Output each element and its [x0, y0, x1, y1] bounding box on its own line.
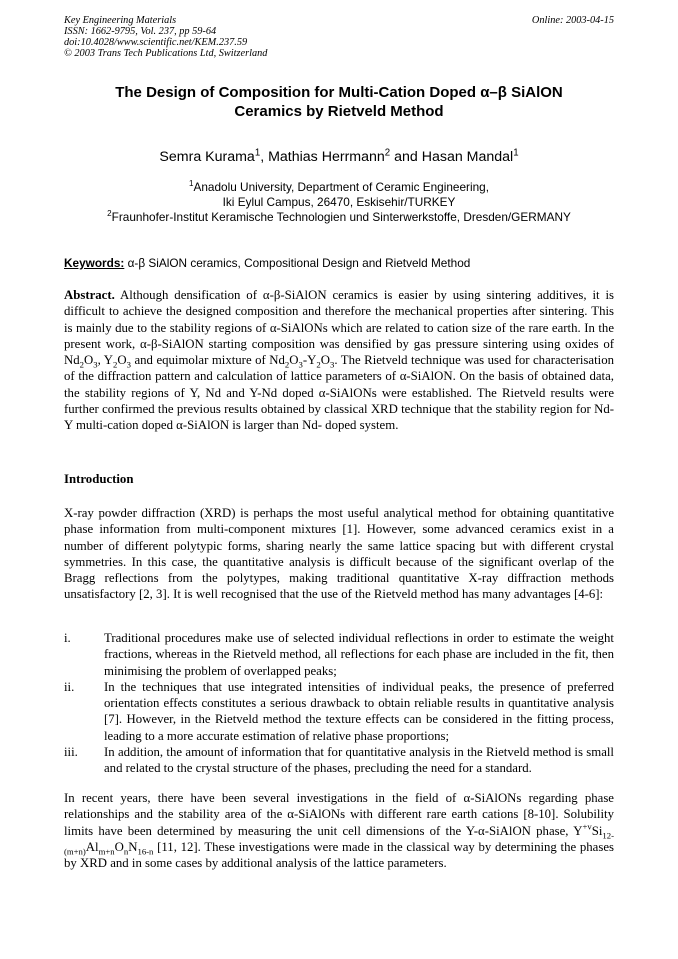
- copyright-line: © 2003 Trans Tech Publications Ltd, Switzerland: [64, 48, 268, 59]
- list-item: [64, 630, 614, 679]
- author-affil-sup: 2: [384, 147, 391, 159]
- author-name: Semra Kurama: [159, 149, 255, 165]
- subscript: 3: [298, 359, 303, 370]
- journal-header: [64, 15, 614, 59]
- subscript: 3: [329, 359, 335, 370]
- doi-line: doi:10.4028/www.scientific.net/KEM.237.59: [64, 37, 248, 48]
- list-item: [64, 744, 614, 777]
- author-name: , Mathias Herrmann: [260, 149, 385, 165]
- paragraph-text: [11, 12]. These investigations were made in the classical way by determining the phases by XRD and in some cases by additional analysis of the lattice parameters.: [64, 839, 614, 871]
- keywords: [64, 256, 614, 271]
- paragraph-text: Al: [85, 839, 99, 854]
- list-item-number: ii.: [64, 679, 75, 694]
- title-line-2: Ceramics by Rietveld Method: [234, 103, 444, 120]
- author-list: [64, 148, 614, 166]
- list-item-text: In the techniques that use integrated intensities of individual peaks, the presence of preferred orientation effects constitutes a serious drawback to obtain reliable results in quantitative analysis [7]. However, in the Rietveld method the texture effects can be considered in the fitting process, leading to a more accurate estimation of relative phase proportions;: [104, 679, 614, 743]
- abstract-text: and equimolar mixture of Nd: [130, 353, 285, 368]
- abstract-text: . The Rietveld technique was used for characterisation of the diffraction pattern and calculation of lattice parameters of α-SiAlON. On the basis of obtained data, the stability regions of Y, Nd and Y-Nd doped α-SiAlONs were established. The Rietveld results were further confirmed the previous results obtained by classical XRD technique that the stability region for Nd-Y multi-cation doped α-SiAlON is larger than Nd- doped system.: [64, 353, 615, 433]
- journal-name: Key Engineering Materials: [64, 15, 177, 26]
- list-item-number: i.: [64, 631, 71, 645]
- list-item-text: Traditional procedures make use of selected individual reflections in order to estimate the weight fractions, whereas in the Rietveld method, all reflections for each phase are included in the fit, then minimising the problem of overlapped peaks;: [104, 631, 614, 678]
- abstract-text: , Y: [97, 353, 114, 368]
- subscript: 2: [113, 359, 118, 370]
- online-date: Online: 2003-04-15: [531, 15, 614, 26]
- paragraph-text: O: [114, 839, 124, 854]
- author-name: and Hasan Mandal: [390, 149, 514, 165]
- abstract-text: O: [83, 353, 94, 368]
- affil-text: Anadolu University, Department of Ceramic Engineering,: [193, 180, 489, 194]
- intro-paragraph-2: [64, 790, 614, 871]
- subscript: 16-n: [137, 846, 154, 857]
- subscript: m+n: [98, 846, 115, 857]
- subscript: 12-(m+n): [64, 830, 614, 857]
- paper-title: [64, 83, 614, 121]
- subscript: 3: [93, 359, 98, 370]
- abstract-text: Although densification of α-β-SiAlON ceramics is easier by using sintering additives, it is difficult to achieve the designed composition and therefore the mechanical properties after sintering. This is mainly due to the stability regions of α-SiAlONs which are related to cation size of the rare earth. In the present work, α-β-SiAlON starting composition was densified by gas pressure sintering using oxides of Nd: [64, 288, 614, 368]
- affil-sup: 2: [107, 209, 112, 219]
- paragraph-text: N: [128, 839, 138, 854]
- abstract-text: -Y: [302, 353, 317, 368]
- subscript: 3: [126, 359, 131, 370]
- subscript: 2: [79, 359, 84, 370]
- author-affil-sup: 1: [513, 147, 519, 159]
- section-heading-introduction: Introduction: [64, 472, 134, 486]
- superscript: +v: [582, 821, 592, 832]
- list-item-text: In addition, the amount of information that for quantitative analysis in the Rietveld method is small and related to the crystal structure of the phases, precluding the need for a standard.: [104, 745, 614, 776]
- affiliation-1b: Iki Eylul Campus, 26470, Eskisehir/TURKEY: [222, 195, 456, 209]
- title-line-1: The Design of Composition for Multi-Cation Doped α–β SiAlON: [115, 84, 563, 101]
- abstract-text: O: [117, 353, 127, 368]
- paragraph-text: In recent years, there have been several investigations in the field of α-SiAlONs regarding phase relationships and the stability area of the α-SiAlONs with different rare earth cations [8-10]. Solubility limits have been determined by measuring the unit cell dimensions of the Y-α-SiAlON phase, Y: [64, 791, 614, 838]
- abstract-text: O: [320, 353, 330, 368]
- advantages-list: [64, 630, 614, 777]
- abstract-text: O: [289, 353, 299, 368]
- affiliations: [64, 180, 614, 225]
- affiliation-2: [64, 210, 614, 225]
- abstract: [64, 287, 614, 434]
- subscript: n: [123, 846, 129, 857]
- keywords-text: α-β SiAlON ceramics, Compositional Design and Rietveld Method: [124, 256, 471, 270]
- intro-paragraph-1: X-ray powder diffraction (XRD) is perhaps the most useful analytical method for obtaining quantitative phase information from multi-component mixtures [1]. However, some advanced ceramics exist in a number of different polytypic forms, sharing nearly the same lattice spacing but with different crystal symmetries. In this case, the quantitative analysis is difficult because of the significant overlap of the Bragg reflections from the polytypes, making traditional quantitative X-ray diffraction methods unsatisfactory [2, 3]. It is well recognised that the use of the Rietveld method has many advantages [4-6]:: [64, 506, 614, 602]
- affil-text: Fraunhofer-Institut Keramische Technologien und Sinterwerkstoffe, Dresden/GERMANY: [111, 210, 571, 224]
- affiliation-1a: [64, 180, 614, 195]
- keywords-label: Keywords:: [64, 256, 125, 270]
- author-affil-sup: 1: [254, 147, 261, 159]
- issn-line: ISSN: 1662-9795, Vol. 237, pp 59-64: [64, 26, 217, 37]
- subscript: 2: [284, 359, 290, 370]
- subscript: 2: [316, 359, 321, 370]
- paragraph-text: Si: [591, 823, 603, 838]
- abstract-label: Abstract.: [64, 288, 115, 302]
- list-item: [64, 679, 614, 744]
- list-item-number: iii.: [64, 745, 78, 760]
- affil-sup: 1: [189, 179, 194, 189]
